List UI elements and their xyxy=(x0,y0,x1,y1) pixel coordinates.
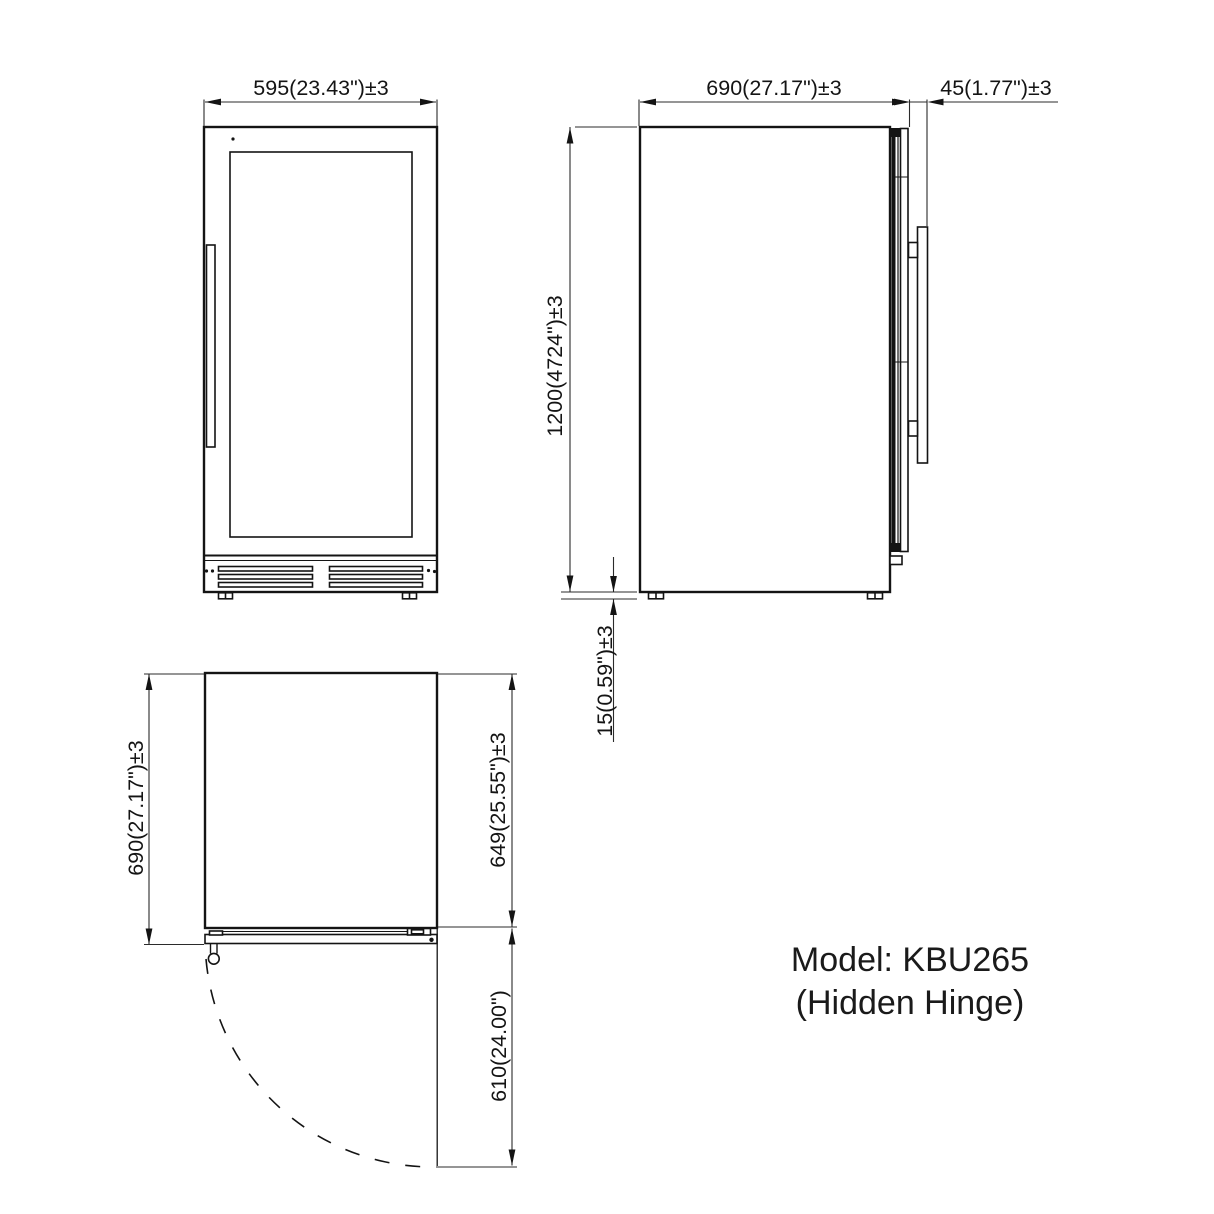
front-feet xyxy=(219,593,417,599)
arrowhead-bottom xyxy=(567,576,574,592)
vent-slat xyxy=(330,583,423,588)
front-cabinet-outline xyxy=(204,127,437,592)
side-bottom-hinge xyxy=(890,556,902,565)
vent-slat xyxy=(219,583,313,588)
model-caption xyxy=(791,941,1029,1022)
side-door-handle xyxy=(918,227,928,463)
front-door-handle xyxy=(207,245,216,447)
top-door-left-step xyxy=(210,931,223,935)
side-depth-label: 690(27.17")±3 xyxy=(706,76,842,100)
front-width-label: 595(23.43")±3 xyxy=(253,76,389,100)
arrowhead-top xyxy=(567,128,574,144)
handle-mount-top xyxy=(909,243,918,258)
side-door-frame xyxy=(901,129,909,552)
side-depth-dimension xyxy=(639,76,910,127)
arrowhead-left xyxy=(205,99,221,106)
side-height-dimension xyxy=(543,127,637,592)
door-swing-arc xyxy=(206,959,434,1167)
model-caption-line1: Model: KBU265 xyxy=(790,941,1030,979)
top-body-depth-dimension xyxy=(438,674,517,927)
vent-screw-dot xyxy=(211,569,214,572)
side-height-label: 1200(4724")±3 xyxy=(543,295,567,437)
arrowhead-down xyxy=(610,576,617,592)
top-view xyxy=(205,673,437,1167)
side-cabinet-outline xyxy=(640,127,890,592)
top-body-depth-label: 649(25.55")±3 xyxy=(486,732,510,868)
side-handle-dimension xyxy=(894,76,1058,226)
front-width-dimension xyxy=(204,76,437,126)
top-door-swing-dimension xyxy=(436,929,517,1168)
side-view xyxy=(640,127,928,599)
arrowhead-top xyxy=(509,674,516,690)
top-hinge-pin-dot xyxy=(429,938,433,942)
vent-screw-dot xyxy=(205,569,208,572)
top-door-outline xyxy=(205,935,437,944)
vent-slat xyxy=(330,575,423,580)
arrowhead-top xyxy=(509,929,516,945)
top-total-depth-label: 690(27.17")±3 xyxy=(124,740,148,876)
arrowhead-bottom xyxy=(146,929,153,945)
side-leg-label: 15(0.59")±3 xyxy=(593,625,617,737)
arrowhead-bottom xyxy=(509,911,516,927)
side-hidden-hinge-bottom xyxy=(891,543,900,552)
top-handle-knob xyxy=(208,953,219,964)
arrowhead-up xyxy=(610,599,617,615)
side-hidden-hinge-top xyxy=(891,128,900,137)
side-handle-label: 45(1.77")±3 xyxy=(940,76,1052,100)
arrowhead-top xyxy=(146,674,153,690)
top-door-swing-label: 610(24.00") xyxy=(487,990,511,1102)
arrowhead-right xyxy=(420,99,436,106)
arrowhead-left xyxy=(894,99,910,106)
handle-mount-bottom xyxy=(909,421,918,436)
top-total-depth-dimension xyxy=(124,674,204,945)
top-hinge-inner xyxy=(412,930,424,934)
front-lock-dot xyxy=(231,137,234,140)
vent-slat xyxy=(330,567,423,572)
vent-slat xyxy=(219,567,313,572)
arrowhead-left xyxy=(640,99,656,106)
vent-screw-dot xyxy=(427,569,430,572)
side-feet xyxy=(649,593,883,599)
arrowhead-bottom xyxy=(509,1150,516,1166)
model-caption-line2: (Hidden Hinge) xyxy=(795,984,1025,1022)
front-door-glass xyxy=(230,152,412,537)
top-cabinet-outline xyxy=(205,673,437,928)
vent-screw-dot xyxy=(433,570,436,573)
side-door-glass-edge xyxy=(892,128,896,552)
vent-slat xyxy=(219,575,313,580)
front-vent-grille xyxy=(205,567,436,588)
front-view xyxy=(204,127,437,599)
side-leg-dimension xyxy=(561,557,637,742)
